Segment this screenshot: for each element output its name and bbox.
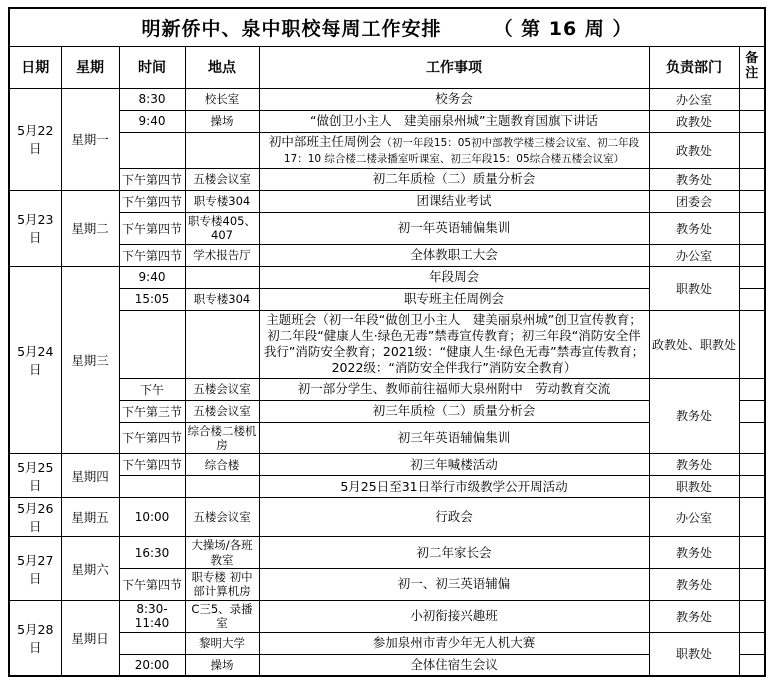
location-cell: 大操场/各班教室 [185, 537, 259, 569]
department-cell: 职教处 [649, 632, 739, 676]
note-cell [739, 400, 765, 422]
page-title [9, 8, 765, 46]
task-text: 初一、初三英语辅偏 [397, 576, 511, 592]
department-cell: 政教处 [649, 110, 739, 132]
time-cell: 下午第四节 [119, 454, 185, 476]
task-cell [259, 168, 649, 190]
column-header-time: 时间 [119, 46, 185, 88]
note-cell [739, 132, 765, 168]
task-cell [259, 212, 649, 244]
schedule-row [9, 569, 765, 601]
task-cell [259, 654, 649, 676]
time-cell: 15:05 [119, 288, 185, 310]
title-row [9, 8, 765, 46]
location-cell [185, 266, 259, 288]
column-header-row [9, 46, 765, 88]
time-cell: 16:30 [119, 537, 185, 569]
location-cell: 职专楼 初中部计算机房 [185, 569, 259, 601]
department-cell: 教务处 [649, 569, 739, 601]
location-cell: 综合楼 [185, 454, 259, 476]
note-cell [739, 632, 765, 654]
date-cell: 5月26日 [9, 498, 61, 537]
location-cell: 职专楼405、407 [185, 212, 259, 244]
column-header-weekday: 星期 [61, 46, 119, 88]
note-cell [739, 244, 765, 266]
note-cell [739, 212, 765, 244]
schedule-row [9, 632, 765, 654]
note-cell [739, 310, 765, 378]
location-cell: 黎明大学 [185, 632, 259, 654]
column-header-location: 地点 [185, 46, 259, 88]
title-week-number: （ 第 16 周 ） [493, 17, 633, 40]
time-cell [119, 476, 185, 498]
note-cell [739, 288, 765, 310]
note-cell [739, 88, 765, 110]
schedule-row [9, 88, 765, 110]
time-cell [119, 632, 185, 654]
task-cell [259, 400, 649, 422]
task-text: 初三年喊楼活动 [410, 456, 498, 472]
schedule-row [9, 310, 765, 378]
task-cell [259, 498, 649, 537]
location-cell: 五楼会议室 [185, 498, 259, 537]
task-cell [259, 190, 649, 212]
task-text: 校务会 [435, 90, 473, 106]
department-cell: 职教处 [649, 476, 739, 498]
note-cell [739, 476, 765, 498]
task-text: 5月25日至31日举行市级教学公开周活动 [340, 478, 568, 494]
note-cell [739, 168, 765, 190]
schedule-row [9, 600, 765, 632]
department-cell: 团委会 [649, 190, 739, 212]
department-cell: 政教处 [649, 132, 739, 168]
task-text: 初三年质检（二）质量分析会 [372, 402, 536, 418]
location-cell: 职专楼304 [185, 288, 259, 310]
task-cell [259, 110, 649, 132]
weekday-cell: 星期三 [61, 266, 119, 454]
task-cell [259, 454, 649, 476]
location-cell: 职专楼304 [185, 190, 259, 212]
time-cell: 下午第四节 [119, 569, 185, 601]
weekday-cell: 星期六 [61, 537, 119, 601]
note-cell [739, 600, 765, 632]
task-text: 职专班主任周例会 [403, 290, 504, 306]
column-header-date: 日期 [9, 46, 61, 88]
schedule-row [9, 168, 765, 190]
time-cell: 下午第四节 [119, 190, 185, 212]
schedule-row [9, 266, 765, 288]
time-cell [119, 310, 185, 378]
department-cell: 办公室 [649, 244, 739, 266]
note-cell [739, 190, 765, 212]
schedule-row [9, 476, 765, 498]
location-cell: 五楼会议室 [185, 378, 259, 400]
schedule-row [9, 132, 765, 168]
department-cell: 教务处 [649, 454, 739, 476]
location-cell: 学术报告厅 [185, 244, 259, 266]
note-cell [739, 266, 765, 288]
location-cell: 校长室 [185, 88, 259, 110]
time-cell: 10:00 [119, 498, 185, 537]
task-text: 初三年英语辅偏集训 [397, 429, 511, 445]
time-cell: 下午第四节 [119, 244, 185, 266]
department-cell: 政教处、职教处 [649, 310, 739, 378]
schedule-head-section [9, 8, 765, 88]
department-cell: 办公室 [649, 88, 739, 110]
note-cell [739, 654, 765, 676]
schedule-row [9, 378, 765, 400]
task-text: 初二年质检（二）质量分析会 [372, 171, 536, 187]
time-cell: 8:30-11:40 [119, 600, 185, 632]
note-cell [739, 378, 765, 400]
date-cell: 5月22日 [9, 88, 61, 190]
time-cell: 下午第四节 [119, 168, 185, 190]
task-cell [259, 378, 649, 400]
location-cell [185, 476, 259, 498]
department-cell: 教务处 [649, 378, 739, 454]
task-text: 初二年家长会 [416, 544, 492, 560]
time-cell: 8:30 [119, 88, 185, 110]
task-text: 全体教职工大会 [410, 246, 498, 262]
weekday-cell: 星期日 [61, 600, 119, 676]
task-text: 初一年英语辅偏集训 [397, 220, 511, 236]
location-cell: C三5、录播室 [185, 600, 259, 632]
location-cell [185, 132, 259, 168]
task-text: 初中部班主任周例会 [268, 133, 382, 149]
task-text: 团课结业考试 [416, 193, 492, 209]
department-cell: 教务处 [649, 537, 739, 569]
time-cell [119, 132, 185, 168]
column-header-department: 负责部门 [649, 46, 739, 88]
task-text: 行政会 [435, 509, 473, 525]
schedule-body [9, 88, 765, 676]
task-text: 全体住宿生会议 [410, 656, 498, 672]
task-cell [259, 244, 649, 266]
title-main: 明新侨中、泉中职校每周工作安排 [141, 17, 442, 40]
task-cell [259, 600, 649, 632]
department-cell: 办公室 [649, 498, 739, 537]
note-cell [739, 110, 765, 132]
time-cell: 9:40 [119, 266, 185, 288]
note-cell [739, 498, 765, 537]
time-cell: 下午第四节 [119, 422, 185, 454]
schedule-row [9, 454, 765, 476]
department-cell: 职教处 [649, 266, 739, 310]
task-text: 参加泉州市青少年无人机大赛 [372, 634, 536, 650]
task-cell [259, 537, 649, 569]
task-cell [259, 132, 649, 168]
time-cell: 20:00 [119, 654, 185, 676]
location-cell [185, 310, 259, 378]
note-cell [739, 569, 765, 601]
task-text: 小初衔接兴趣班 [410, 608, 498, 624]
location-cell: 五楼会议室 [185, 168, 259, 190]
task-cell [259, 88, 649, 110]
task-text: “做创卫小主人 建美丽泉州城”主题教育国旗下讲话 [310, 112, 598, 128]
schedule-row [9, 190, 765, 212]
weekday-cell: 星期一 [61, 88, 119, 190]
date-cell: 5月28日 [9, 600, 61, 676]
location-cell: 综合楼二楼机房 [185, 422, 259, 454]
task-detail-text: （初一年段15：05初中部教学楼三楼会议室、初二年段17：10 综合楼二楼录播室听课室、初三年段15：05综合楼五楼会议室） [283, 136, 640, 166]
task-text: 主题班会（初一年段“做创卫小主人 建美丽泉州城”创卫宣传教育；初二年段“健康人生·绿色无毒”禁毒宣传教育；初三年段“消防安全伴我行”消防安全教育；2021级：“健康人生·绿色无毒”禁毒宣传教育；2022级：“消防安全伴我行”消防安全教育） [263, 311, 645, 376]
weekday-cell: 星期四 [61, 454, 119, 498]
time-cell: 下午 [119, 378, 185, 400]
location-cell: 操场 [185, 654, 259, 676]
weekday-cell: 星期五 [61, 498, 119, 537]
date-cell: 5月24日 [9, 266, 61, 454]
task-cell [259, 266, 649, 288]
column-header-note: 备注 [739, 46, 765, 88]
time-cell: 下午第三节 [119, 400, 185, 422]
column-header-task: 工作事项 [259, 46, 649, 88]
note-cell [739, 454, 765, 476]
note-cell [739, 422, 765, 454]
time-cell: 9:40 [119, 110, 185, 132]
schedule-row [9, 498, 765, 537]
date-cell: 5月27日 [9, 537, 61, 601]
task-cell [259, 288, 649, 310]
department-cell: 教务处 [649, 600, 739, 632]
schedule-table [8, 7, 766, 677]
location-cell: 五楼会议室 [185, 400, 259, 422]
note-cell [739, 537, 765, 569]
schedule-row [9, 110, 765, 132]
schedule-row [9, 244, 765, 266]
date-cell: 5月23日 [9, 190, 61, 266]
weekday-cell: 星期二 [61, 190, 119, 266]
schedule-row [9, 537, 765, 569]
task-text: 年段周会 [428, 268, 479, 284]
department-cell: 教务处 [649, 168, 739, 190]
task-cell [259, 476, 649, 498]
task-text: 初一部分学生、教师前往福师大泉州附中 劳动教育交流 [297, 380, 611, 396]
time-cell: 下午第四节 [119, 212, 185, 244]
task-cell [259, 422, 649, 454]
department-cell: 教务处 [649, 212, 739, 244]
date-cell: 5月25日 [9, 454, 61, 498]
task-cell [259, 632, 649, 654]
location-cell: 操场 [185, 110, 259, 132]
schedule-row [9, 212, 765, 244]
task-cell [259, 569, 649, 601]
task-cell [259, 310, 649, 378]
